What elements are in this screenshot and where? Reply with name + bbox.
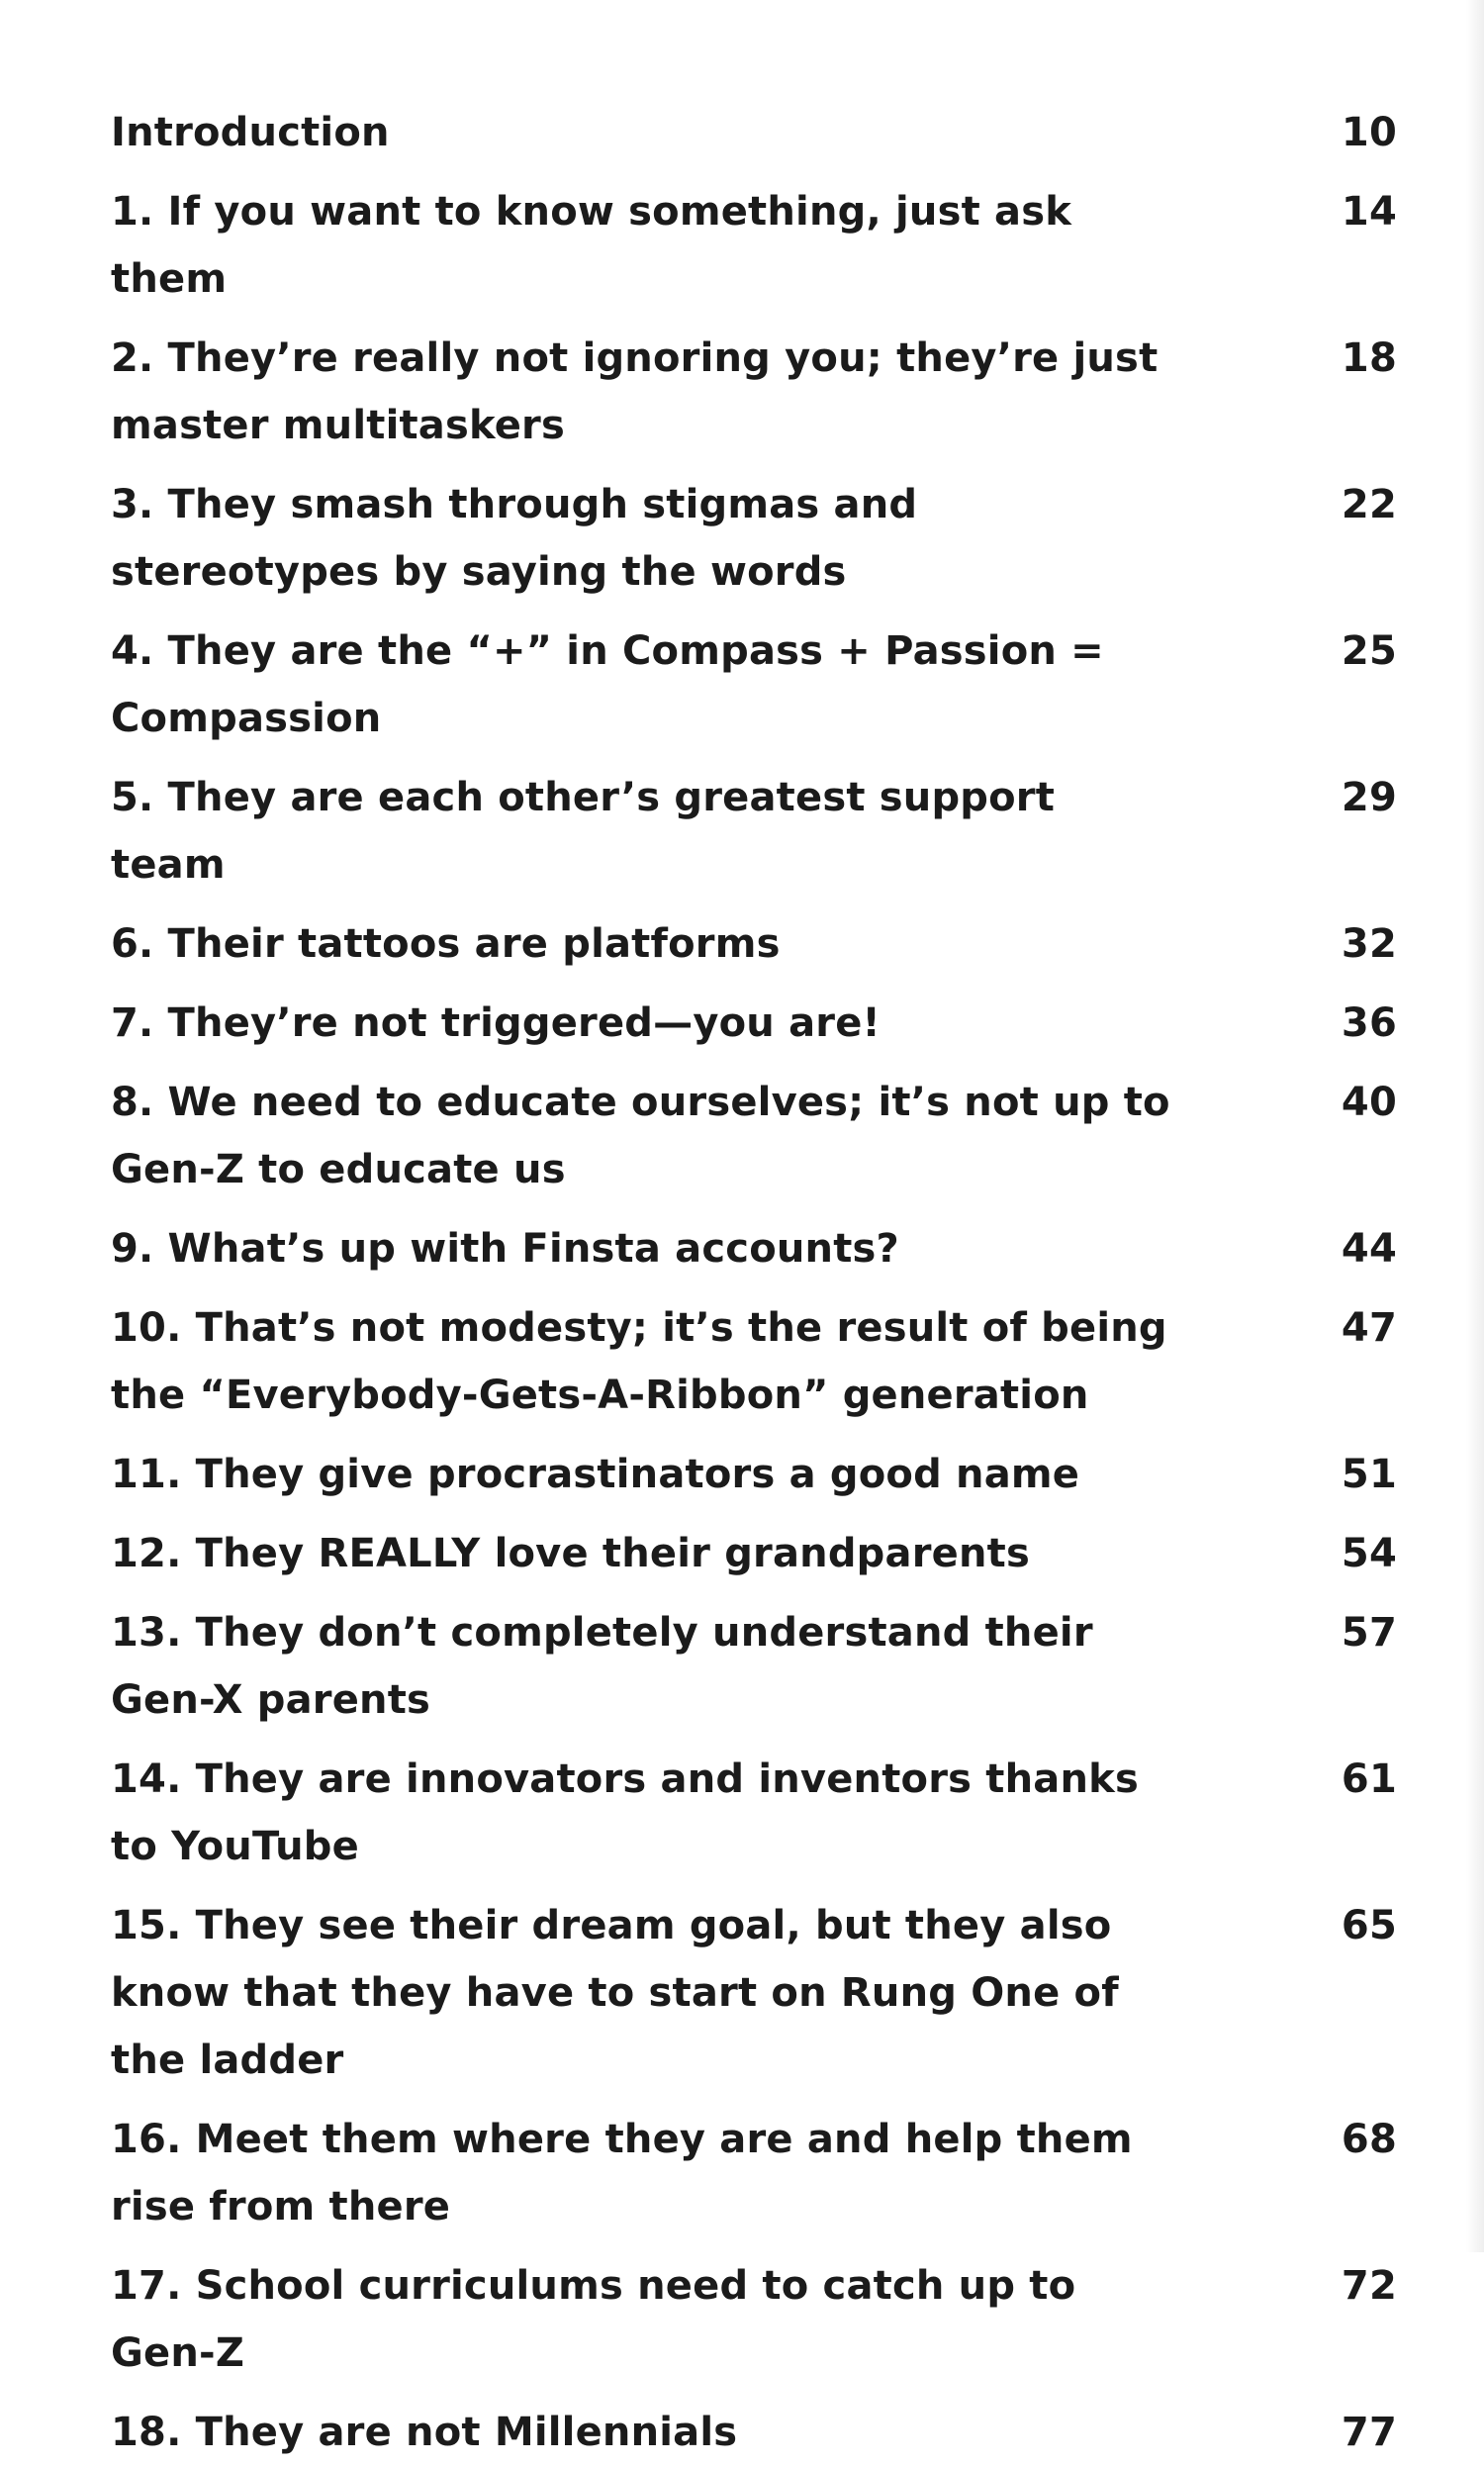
toc-entry-page: 65 (1341, 1903, 1397, 1948)
toc-entry-title: 10. That’s not modesty; it’s the result of being the “Everybody-Gets-A-Ribbon” generation (111, 1305, 1167, 1418)
toc-entry-5 (111, 764, 1397, 899)
toc-entry-page: 36 (1341, 1000, 1397, 1046)
toc-entry-page: 54 (1341, 1531, 1397, 1576)
toc-entry-8 (111, 1069, 1397, 1203)
toc-entry-title: 7. They’re not triggered—you are! (111, 1000, 881, 1046)
toc-entry-title: 1. If you want to know something, just ask them (111, 189, 1072, 302)
toc-entry-page: 68 (1341, 2117, 1397, 2162)
toc-entry-3 (111, 471, 1397, 606)
toc-entry-page: 44 (1341, 1226, 1397, 1272)
toc-entry-title: 18. They are not Millennials (111, 2410, 738, 2455)
toc-entry-page: 40 (1341, 1080, 1397, 1125)
toc-entry-7 (111, 990, 1397, 1057)
toc-entry-11 (111, 1441, 1397, 1508)
toc-entry-page: 25 (1341, 628, 1397, 674)
toc-entry-title: 8. We need to educate ourselves; it’s not up to Gen-Z to educate us (111, 1080, 1170, 1192)
toc-entry-1 (111, 178, 1397, 313)
page-edge-shadow (1466, 0, 1484, 2252)
toc-entry-2 (111, 325, 1397, 459)
toc-entry-12 (111, 1520, 1397, 1587)
toc-entry-18 (111, 2399, 1397, 2466)
toc-entry-title: 5. They are each other’s greatest support team (111, 775, 1056, 888)
toc-entry-title: 4. They are the “+” in Compass + Passion = Compassion (111, 628, 1104, 741)
toc-entry-page: 22 (1341, 482, 1397, 527)
toc-entry-title: 11. They give procrastinators a good name (111, 1452, 1080, 1497)
toc-entry-9 (111, 1215, 1397, 1282)
toc-entry-title: 9. What’s up with Finsta accounts? (111, 1226, 899, 1272)
toc-entry-introduction (111, 99, 1397, 166)
toc-entry-title: 14. They are innovators and inventors thanks to YouTube (111, 1756, 1139, 1869)
toc-entry-title: 6. Their tattoos are platforms (111, 921, 781, 967)
toc-entry-page: 18 (1341, 335, 1397, 381)
toc-entry-page: 51 (1341, 1452, 1397, 1497)
toc-entry-page: 14 (1341, 189, 1397, 235)
toc-entry-13 (111, 1599, 1397, 1734)
toc-entry-title: 13. They don’t completely understand their Gen-X parents (111, 1610, 1093, 1723)
toc-entry-title: 2. They’re really not ignoring you; they’re just master multitaskers (111, 335, 1159, 448)
toc-entry-title: 17. School curriculums need to catch up to Gen-Z (111, 2263, 1076, 2376)
toc-entry-16 (111, 2106, 1397, 2240)
toc-entry-page: 32 (1341, 921, 1397, 967)
toc-entry-title: Introduction (111, 110, 390, 155)
toc-entry-page: 77 (1341, 2410, 1397, 2455)
toc-entry-4 (111, 617, 1397, 752)
toc-entry-title: 15. They see their dream goal, but they also know that they have to start on Rung One of the ladder (111, 1903, 1119, 2083)
toc-entry-page: 57 (1341, 1610, 1397, 1656)
toc-entry-page: 72 (1341, 2263, 1397, 2309)
toc-entry-14 (111, 1746, 1397, 1880)
toc-entry-title: 12. They REALLY love their grandparents (111, 1531, 1030, 1576)
toc-entry-6 (111, 910, 1397, 978)
toc-entry-title: 3. They smash through stigmas and stereotypes by saying the words (111, 482, 918, 595)
toc-entry-10 (111, 1294, 1397, 1429)
toc-entry-page: 29 (1341, 775, 1397, 820)
toc-entry-page: 10 (1341, 110, 1397, 155)
toc-entry-17 (111, 2252, 1397, 2387)
toc-entry-15 (111, 1892, 1397, 2094)
toc-entry-page: 61 (1341, 1756, 1397, 1802)
table-of-contents (111, 99, 1397, 2466)
toc-entry-page: 47 (1341, 1305, 1397, 1351)
toc-entry-title: 16. Meet them where they are and help them rise from there (111, 2117, 1133, 2229)
